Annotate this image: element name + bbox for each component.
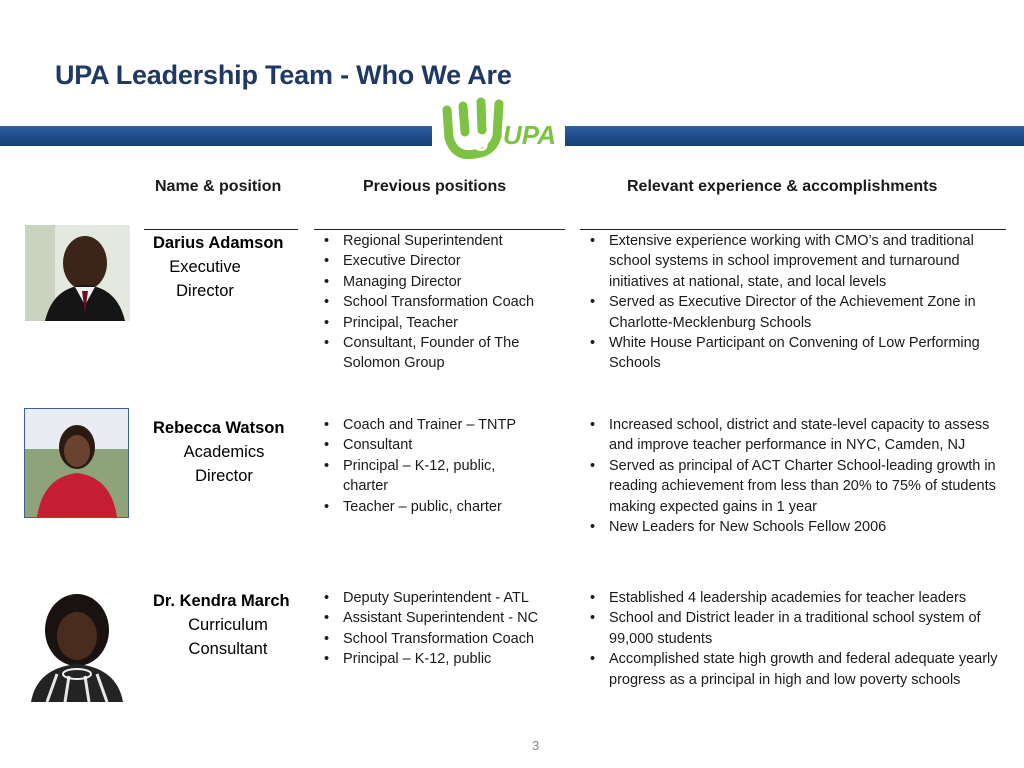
person-kendra-march — [153, 589, 303, 661]
person-role-line1: Academics — [183, 443, 265, 461]
list-item: • Regional Superintendent — [322, 231, 562, 251]
list-item: • Established 4 leadership academies for teacher leaders — [588, 588, 998, 608]
person-darius-adamson — [153, 231, 284, 303]
list-item: • Consultant, Founder of The Solomon Group — [322, 333, 562, 374]
avatar-kendra-march — [25, 582, 129, 702]
list-item: • Increased school, district and state-level capacity to assess and improve teacher performance in NYC, Camden, NJ — [588, 415, 998, 456]
list-item: • Accomplished state high growth and federal adequate yearly progress as a principal in high and low poverty schools — [588, 649, 998, 690]
person-role-line1: Curriculum — [188, 616, 268, 634]
list-item: • Principal – K-12, public — [322, 649, 572, 669]
experience-list-darius — [588, 231, 998, 374]
header-bar-right — [565, 126, 1024, 146]
list-item: • Managing Director — [322, 272, 562, 292]
list-item: • Coach and Trainer – TNTP — [322, 415, 542, 435]
avatar-darius-adamson — [25, 225, 130, 321]
list-item: • Served as Executive Director of the Achievement Zone in Charlotte-Mecklenburg Schools — [588, 292, 998, 333]
person-name: Dr. Kendra March — [153, 592, 290, 610]
previous-positions-list-kendra — [322, 588, 572, 670]
list-item: • Executive Director — [322, 251, 562, 271]
column-rule-experience — [580, 229, 1006, 230]
list-item: • Served as principal of ACT Charter School-leading growth in reading achievement from less than 20% to 75% of students making expected gains in 1 year — [588, 456, 998, 517]
person-name: Rebecca Watson — [153, 419, 285, 437]
page-number: 3 — [532, 738, 540, 753]
list-item: • Principal, Teacher — [322, 313, 562, 333]
column-header-name-position: Name & position — [155, 178, 282, 195]
avatar-rebecca-watson — [24, 408, 129, 518]
person-role-line2: Director — [195, 467, 253, 485]
previous-positions-list-darius — [322, 231, 562, 374]
list-item: • Deputy Superintendent - ATL — [322, 588, 572, 608]
list-item: • New Leaders for New Schools Fellow 2006 — [588, 517, 998, 537]
svg-text:UPA: UPA — [503, 120, 556, 150]
column-header-previous-positions: Previous positions — [363, 178, 507, 195]
slide-title: UPA Leadership Team - Who We Are — [55, 60, 512, 90]
list-item: • School and District leader in a traditional school system of 99,000 students — [588, 608, 998, 649]
list-item: • Consultant — [322, 435, 542, 455]
list-item: • School Transformation Coach — [322, 629, 572, 649]
upa-logo-icon — [433, 96, 565, 166]
experience-list-rebecca — [588, 415, 998, 537]
column-rule-previous — [314, 229, 565, 230]
person-role-line2: Consultant — [188, 640, 268, 658]
person-name: Darius Adamson — [153, 234, 284, 252]
column-header-experience: Relevant experience & accomplishments — [627, 178, 938, 195]
column-rule-name — [144, 229, 298, 230]
person-role-line1: Executive — [169, 258, 241, 276]
list-item: • White House Participant on Convening of Low Performing Schools — [588, 333, 998, 374]
svg-text:U: U — [473, 131, 489, 156]
previous-positions-list-rebecca — [322, 415, 542, 517]
person-role-line2: Director — [176, 282, 234, 300]
list-item: • School Transformation Coach — [322, 292, 562, 312]
list-item: • Extensive experience working with CMO’s and traditional school systems in school improvement and turnaround initiatives at national, state, and local levels — [588, 231, 998, 292]
list-item: • Teacher – public, charter — [322, 497, 542, 517]
header-bar-left — [0, 126, 432, 146]
list-item: • Principal – K-12, public, charter — [322, 456, 542, 497]
list-item: • Assistant Superintendent - NC — [322, 608, 572, 628]
experience-list-kendra — [588, 588, 998, 690]
person-rebecca-watson — [153, 416, 295, 488]
